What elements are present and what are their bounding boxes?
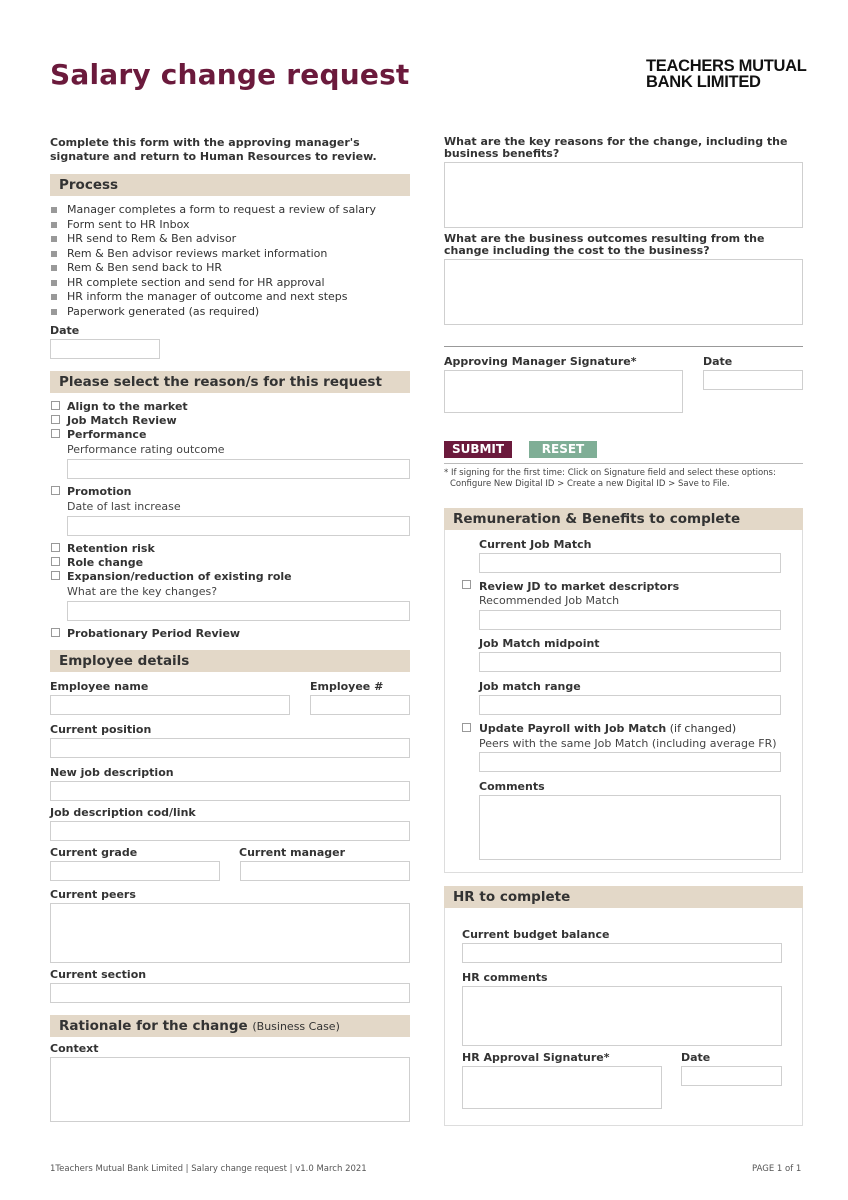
job-code-label: Job description cod/link bbox=[50, 806, 196, 819]
budget-balance-input[interactable] bbox=[462, 943, 782, 963]
current-job-match-label: Current Job Match bbox=[479, 538, 592, 551]
budget-balance-label: Current budget balance bbox=[462, 928, 610, 941]
rationale-heading-text: Rationale for the change bbox=[59, 1018, 248, 1034]
footer-text: 1Teachers Mutual Bank Limited | Salary change request | v1.0 March 2021 bbox=[50, 1164, 367, 1174]
recommended-job-match-input[interactable] bbox=[479, 610, 781, 630]
employee-name-input[interactable] bbox=[50, 695, 290, 715]
remuneration-section-bar bbox=[444, 508, 803, 530]
retention-risk-label: Retention risk bbox=[67, 542, 155, 555]
update-payroll-sub: (if changed) bbox=[669, 722, 737, 735]
reasons-section-bar bbox=[50, 371, 410, 393]
rationale-section-bar bbox=[50, 1015, 410, 1037]
hr-comments-label: HR comments bbox=[462, 971, 548, 984]
update-payroll-text: Update Payroll with Job Match bbox=[479, 722, 667, 735]
promotion-label: Promotion bbox=[67, 485, 132, 498]
manager-date-label: Date bbox=[703, 355, 733, 368]
recommended-job-match-label: Recommended Job Match bbox=[479, 594, 620, 607]
business-outcomes-input[interactable] bbox=[444, 259, 803, 325]
key-reasons-input[interactable] bbox=[444, 162, 803, 228]
brand-logo bbox=[646, 58, 807, 90]
peers-job-match-input[interactable] bbox=[479, 752, 781, 772]
update-payroll-label bbox=[479, 722, 736, 735]
current-peers-label: Current peers bbox=[50, 888, 136, 901]
context-label: Context bbox=[50, 1042, 99, 1055]
role-change-checkbox[interactable] bbox=[51, 557, 60, 566]
job-match-review-checkbox[interactable] bbox=[51, 415, 60, 424]
job-match-range-input[interactable] bbox=[479, 695, 781, 715]
signature-note bbox=[444, 468, 804, 490]
last-increase-label: Date of last increase bbox=[67, 500, 181, 513]
performance-rating-input[interactable] bbox=[67, 459, 410, 479]
expansion-checkbox[interactable] bbox=[51, 571, 60, 580]
manager-date-input[interactable] bbox=[703, 370, 803, 390]
align-market-checkbox[interactable] bbox=[51, 401, 60, 410]
manager-signature-field[interactable] bbox=[444, 370, 683, 413]
align-market-label: Align to the market bbox=[67, 400, 188, 413]
process-list bbox=[50, 203, 376, 319]
divider bbox=[444, 346, 803, 347]
process-step: HR inform the manager of outcome and next steps bbox=[50, 290, 376, 305]
employee-heading: Employee details bbox=[59, 653, 190, 669]
employee-name-label: Employee name bbox=[50, 680, 149, 693]
page-number: PAGE 1 of 1 bbox=[752, 1164, 802, 1174]
current-section-label: Current section bbox=[50, 968, 147, 981]
process-step: HR send to Rem & Ben advisor bbox=[50, 232, 376, 247]
key-changes-label: What are the key changes? bbox=[67, 585, 218, 598]
process-section-bar bbox=[50, 174, 410, 196]
key-reasons-question: What are the key reasons for the change, including the business benefits? bbox=[444, 135, 788, 160]
intro-text: Complete this form with the approving manager's signature and return to Human Resources to review. bbox=[50, 136, 377, 163]
performance-rating-label: Performance rating outcome bbox=[67, 443, 225, 456]
process-step: Rem & Ben send back to HR bbox=[50, 261, 376, 276]
page-title: Salary change request bbox=[50, 58, 410, 91]
hr-signature-label: HR Approval Signature* bbox=[462, 1051, 610, 1064]
hr-date-input[interactable] bbox=[681, 1066, 782, 1086]
role-change-label: Role change bbox=[67, 556, 144, 569]
remuneration-heading: Remuneration & Benefits to complete bbox=[453, 511, 741, 527]
probation-checkbox[interactable] bbox=[51, 628, 60, 637]
divider bbox=[444, 463, 803, 464]
manager-signature-label: Approving Manager Signature* bbox=[444, 355, 637, 368]
employee-number-label: Employee # bbox=[310, 680, 384, 693]
reset-button[interactable]: RESET bbox=[529, 441, 597, 458]
process-step: Manager completes a form to request a review of salary bbox=[50, 203, 376, 218]
probation-label: Probationary Period Review bbox=[67, 627, 241, 640]
expansion-label: Expansion/reduction of existing role bbox=[67, 570, 292, 583]
context-input[interactable] bbox=[50, 1057, 410, 1122]
process-step: HR complete section and send for HR approval bbox=[50, 276, 376, 291]
process-step: Paperwork generated (as required) bbox=[50, 305, 376, 320]
hr-date-label: Date bbox=[681, 1051, 711, 1064]
current-manager-input[interactable] bbox=[240, 861, 410, 881]
process-date-label: Date bbox=[50, 324, 80, 337]
new-job-description-label: New job description bbox=[50, 766, 174, 779]
review-jd-label: Review JD to market descriptors bbox=[479, 580, 680, 593]
brand-line-2: BANK LIMITED bbox=[646, 73, 761, 91]
hr-heading: HR to complete bbox=[453, 889, 571, 905]
promotion-checkbox[interactable] bbox=[51, 486, 60, 495]
rationale-heading bbox=[59, 1018, 340, 1034]
hr-comments-input[interactable] bbox=[462, 986, 782, 1046]
hr-section-bar bbox=[444, 886, 803, 908]
reasons-heading: Please select the reason/s for this request bbox=[59, 374, 382, 390]
employee-section-bar bbox=[50, 650, 410, 672]
current-job-match-input[interactable] bbox=[479, 553, 781, 573]
current-position-input[interactable] bbox=[50, 738, 410, 758]
rationale-heading-sub: (Business Case) bbox=[252, 1020, 340, 1033]
current-manager-label: Current manager bbox=[239, 846, 346, 859]
job-match-review-label: Job Match Review bbox=[67, 414, 177, 427]
brand-line-1: TEACHERS MUTUAL bbox=[646, 57, 807, 75]
hr-signature-field[interactable] bbox=[462, 1066, 662, 1109]
peers-job-match-label: Peers with the same Job Match (including average FR) bbox=[479, 737, 777, 750]
current-grade-input[interactable] bbox=[50, 861, 220, 881]
last-increase-input[interactable] bbox=[67, 516, 410, 536]
current-position-label: Current position bbox=[50, 723, 152, 736]
signature-note-line-2: Configure New Digital ID > Create a new Digital ID > Save to File. bbox=[450, 479, 730, 489]
job-match-midpoint-label: Job Match midpoint bbox=[479, 637, 600, 650]
key-changes-input[interactable] bbox=[67, 601, 410, 621]
business-outcomes-question: What are the business outcomes resulting from the change including the cost to the business? bbox=[444, 232, 765, 257]
process-step: Form sent to HR Inbox bbox=[50, 218, 376, 233]
current-section-input[interactable] bbox=[50, 983, 410, 1003]
process-step: Rem & Ben advisor reviews market information bbox=[50, 247, 376, 262]
current-grade-label: Current grade bbox=[50, 846, 138, 859]
process-heading: Process bbox=[59, 177, 119, 193]
job-match-range-label: Job match range bbox=[479, 680, 581, 693]
employee-number-input[interactable] bbox=[310, 695, 410, 715]
current-peers-input[interactable] bbox=[50, 903, 410, 963]
performance-label: Performance bbox=[67, 428, 147, 441]
signature-note-line-1: * If signing for the first time: Click on Signature field and select these options: bbox=[444, 468, 776, 478]
remuneration-comments-label: Comments bbox=[479, 780, 545, 793]
review-jd-checkbox[interactable] bbox=[462, 580, 471, 589]
job-code-input[interactable] bbox=[50, 821, 410, 841]
submit-button[interactable]: SUBMIT bbox=[444, 441, 512, 458]
process-date-input[interactable] bbox=[50, 339, 160, 359]
new-job-description-input[interactable] bbox=[50, 781, 410, 801]
update-payroll-checkbox[interactable] bbox=[462, 723, 471, 732]
performance-checkbox[interactable] bbox=[51, 429, 60, 438]
job-match-midpoint-input[interactable] bbox=[479, 652, 781, 672]
remuneration-comments-input[interactable] bbox=[479, 795, 781, 860]
retention-risk-checkbox[interactable] bbox=[51, 543, 60, 552]
